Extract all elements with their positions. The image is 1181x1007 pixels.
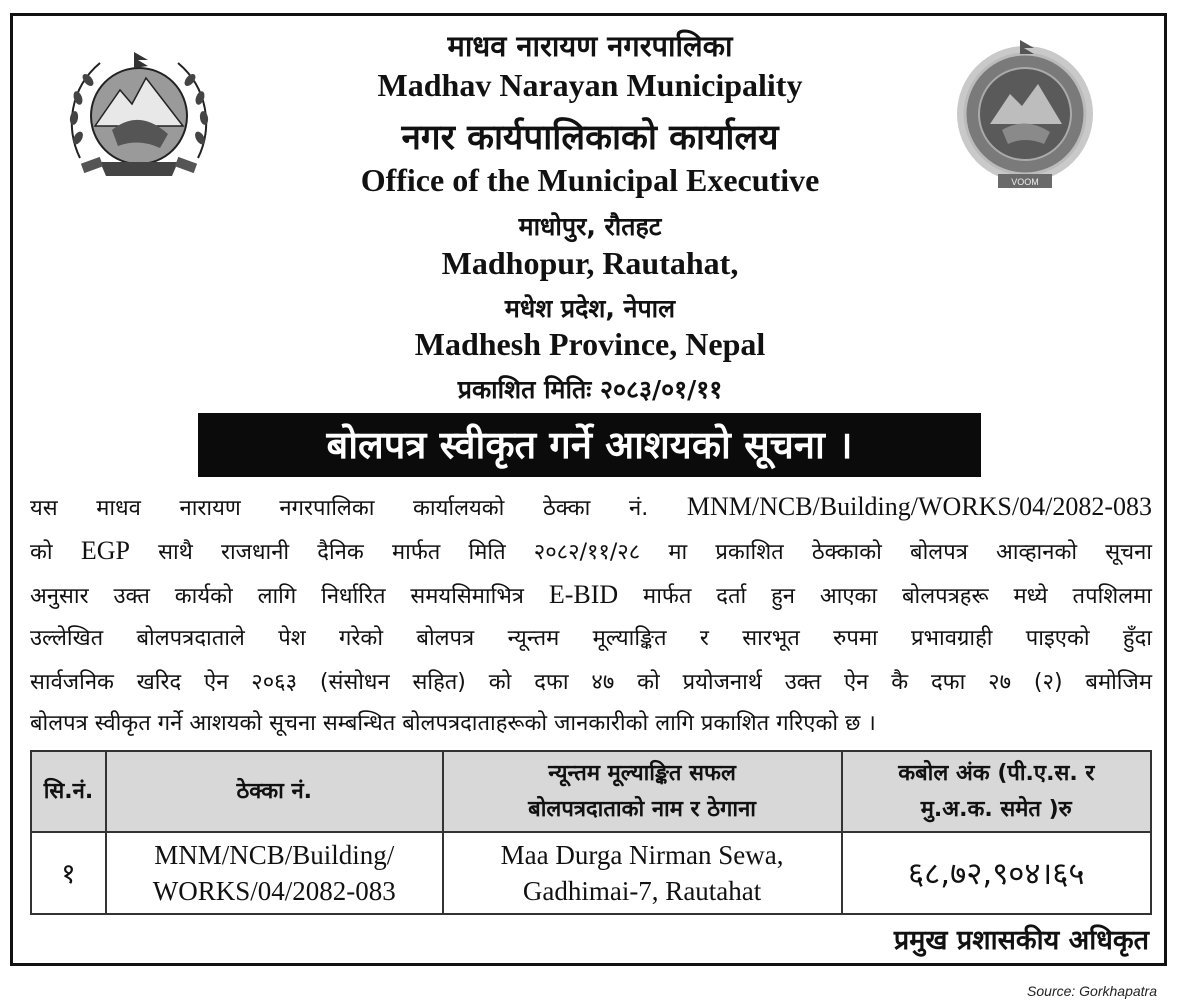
header-amount: कबोल अंक (पी.ए.स. र मु.अ.क. समेत )रु (842, 751, 1151, 832)
header-sn: सि.नं. (31, 751, 106, 832)
table-row (31, 832, 1151, 914)
award-table (30, 750, 1152, 915)
header-bidder: न्यून्तम मूल्याङ्कित सफल बोलपत्रदाताको नाम र ठेगाना (443, 751, 842, 832)
published-date: प्रकाशित मितिः २०८३/०१/११ (457, 375, 723, 404)
municipality-name-np: माधव नारायण नगरपालिका (447, 29, 733, 63)
paragraph-line-4: उल्लेखित बोलपत्रदाताले पेश गरेको बोलपत्र न्यून्तम मूल्याङ्कित र सारभूत रुपमा प्रभावग्राही पाइएको हुँदा (30, 626, 1152, 651)
province-np: मधेश प्रदेश, नेपाल (504, 294, 676, 323)
municipality-name-en: Madhav Narayan Municipality (377, 67, 803, 103)
header-contract-no: ठेक्का नं. (106, 751, 443, 832)
cell-sn: १ (31, 832, 106, 914)
office-name-en: Office of the Municipal Executive (360, 162, 820, 198)
paragraph-line-6: बोलपत्र स्वीकृत गर्ने आशयको सूचना सम्बन्धित बोलपत्रदाताहरूको जानकारीको लागि प्रकाशित गरिएको छ । (30, 711, 876, 736)
signatory-title: प्रमुख प्रशासकीय अधिकृत (893, 925, 1149, 956)
paragraph-line-3: अनुसार उक्त कार्यको लागि निर्धारित समयसिमाभित्र E-BID मार्फत दर्ता हुन आएका बोलपत्रहरू मध्ये तपशिलमा (30, 580, 1152, 609)
paragraph-line-5: सार्वजनिक खरिद ऐन २०६३ (संसोधन सहित) को दफा ४७ को प्रयोजनार्थ उक्त ऐन कै दफा २७ (२) बमोजिम (30, 670, 1152, 695)
table-header-row (31, 751, 1151, 832)
cell-bidder: Maa Durga Nirman Sewa, Gadhimai-7, Rautahat (443, 832, 842, 914)
place-en: Madhopur, Rautahat, (441, 245, 739, 281)
paragraph-line-2: को EGP साथै राजधानी दैनिक मार्फत मिति २०८२/११/२८ मा प्रकाशित ठेक्काको बोलपत्र आव्हानको सूचना (30, 536, 1153, 565)
notice-title-banner: बोलपत्र स्वीकृत गर्ने आशयको सूचना । (198, 413, 981, 477)
office-name-np: नगर कार्यपालिकाको कार्यालय (401, 118, 779, 158)
source-credit: Source: Gorkhapatra (1027, 983, 1157, 999)
cell-amount: ६८,७२,९०४।६५ (842, 832, 1151, 914)
seal-label: VOOM (1011, 177, 1039, 187)
paragraph-line-1: यस माधव नारायण नगरपालिका कार्यालयको ठेक्का नं. MNM/NCB/Building/WORKS/04/2082-083 (30, 492, 1152, 521)
place-np: माधोपुर, रौतहट (518, 212, 662, 241)
municipality-seal-icon (950, 38, 1100, 196)
cell-contract-no: MNM/NCB/Building/ WORKS/04/2082-083 (106, 832, 443, 914)
province-en: Madhesh Province, Nepal (414, 326, 766, 362)
government-of-nepal-emblem-icon (60, 38, 218, 190)
